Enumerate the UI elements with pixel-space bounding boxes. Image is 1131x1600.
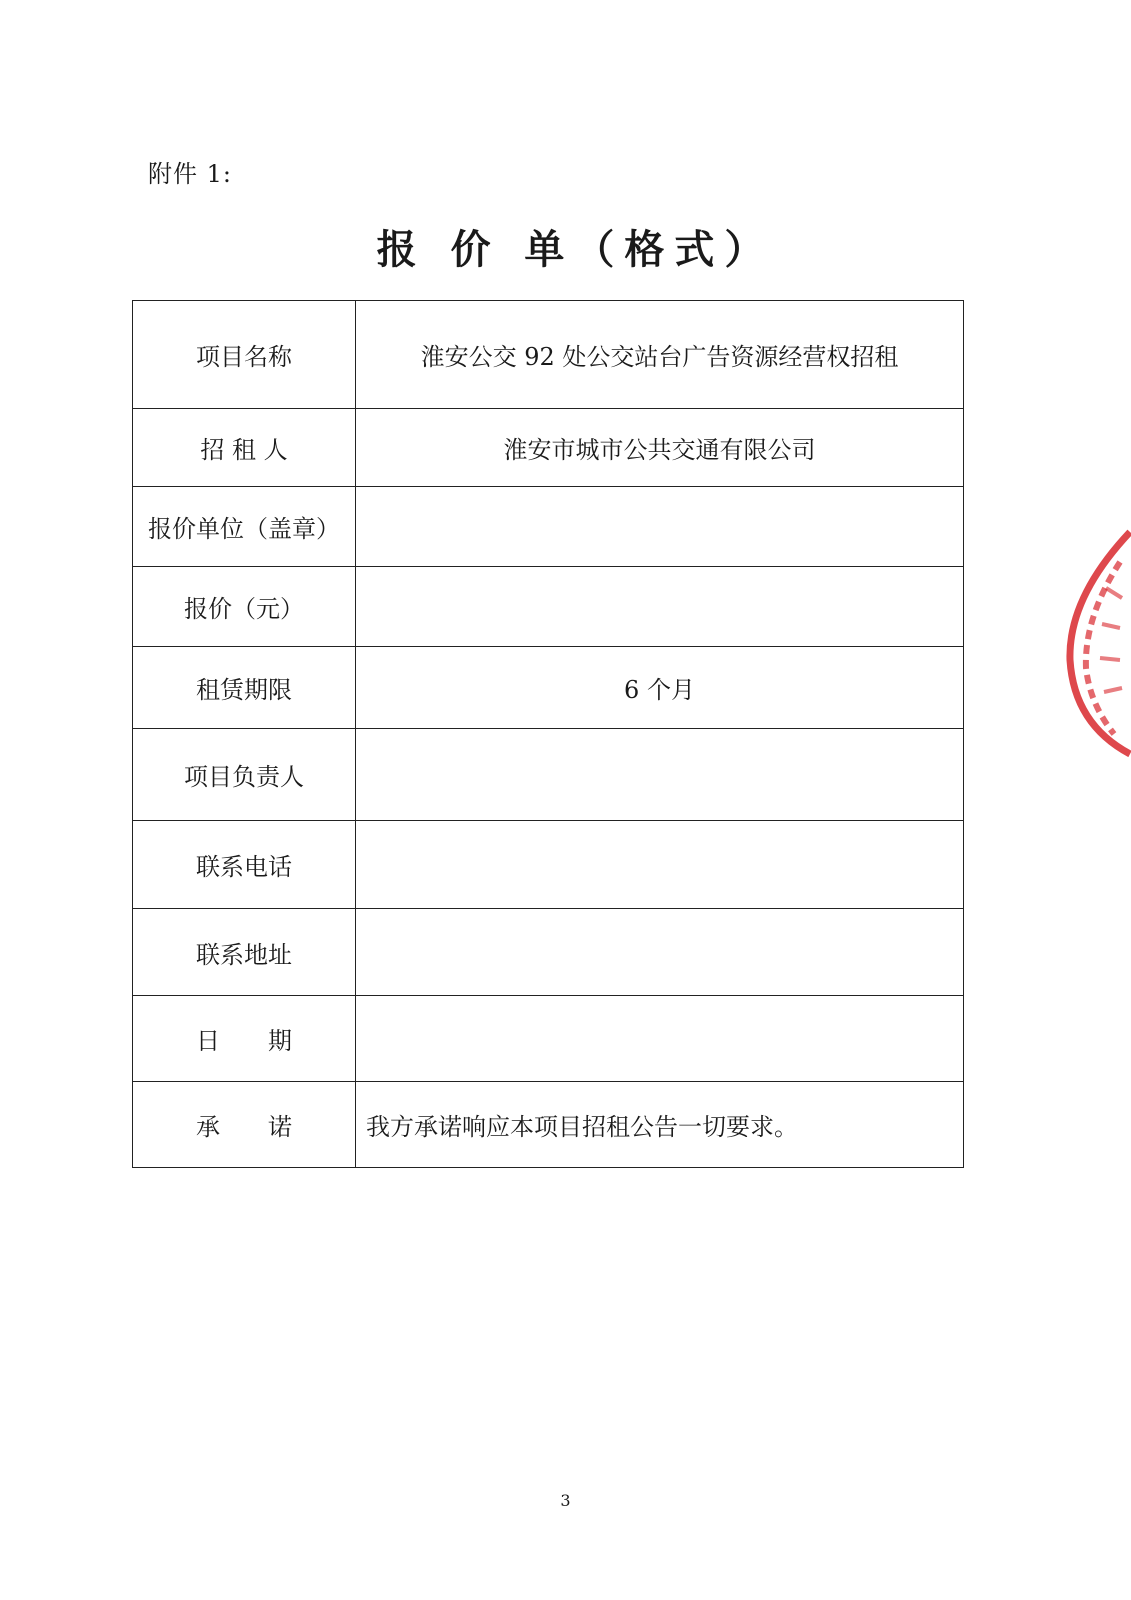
label-lease-term: 租赁期限 [133, 647, 356, 729]
attachment-label: 附件 1: [148, 160, 232, 188]
table-row [133, 409, 964, 487]
table-row [133, 821, 964, 909]
table-row [133, 647, 964, 729]
field-contact-address[interactable] [356, 909, 964, 996]
value-commitment: 我方承诺响应本项目招租公告一切要求。 [356, 1082, 964, 1168]
field-project-lead[interactable] [356, 729, 964, 821]
field-date[interactable] [356, 996, 964, 1082]
field-quoted-price[interactable] [356, 567, 964, 647]
label-date: 日 期 [133, 996, 356, 1082]
page-number: 3 [560, 1491, 571, 1510]
label-project-name: 项目名称 [133, 301, 356, 409]
company-seal-fragment [1062, 528, 1131, 760]
value-project-name: 淮安公交 92 处公交站台广告资源经营权招租 [356, 301, 964, 409]
label-project-lead: 项目负责人 [133, 729, 356, 821]
table-row [133, 729, 964, 821]
label-contact-address: 联系地址 [133, 909, 356, 996]
table-row [133, 1082, 964, 1168]
label-bidder-unit: 报价单位（盖章） [133, 487, 356, 567]
label-lessor: 招 租 人 [133, 409, 356, 487]
value-lease-term: 6 个月 [356, 647, 964, 729]
value-lessor: 淮安市城市公共交通有限公司 [356, 409, 964, 487]
table-row [133, 301, 964, 409]
page-title: 报 价 单（格式） [376, 227, 775, 273]
label-quoted-price: 报价（元） [133, 567, 356, 647]
field-contact-phone[interactable] [356, 821, 964, 909]
table-row [133, 487, 964, 567]
table-row [133, 996, 964, 1082]
label-commitment: 承 诺 [133, 1082, 356, 1168]
table-row [133, 909, 964, 996]
label-contact-phone: 联系电话 [133, 821, 356, 909]
table-row [133, 567, 964, 647]
field-bidder-unit[interactable] [356, 487, 964, 567]
quotation-form-table [132, 300, 964, 1168]
